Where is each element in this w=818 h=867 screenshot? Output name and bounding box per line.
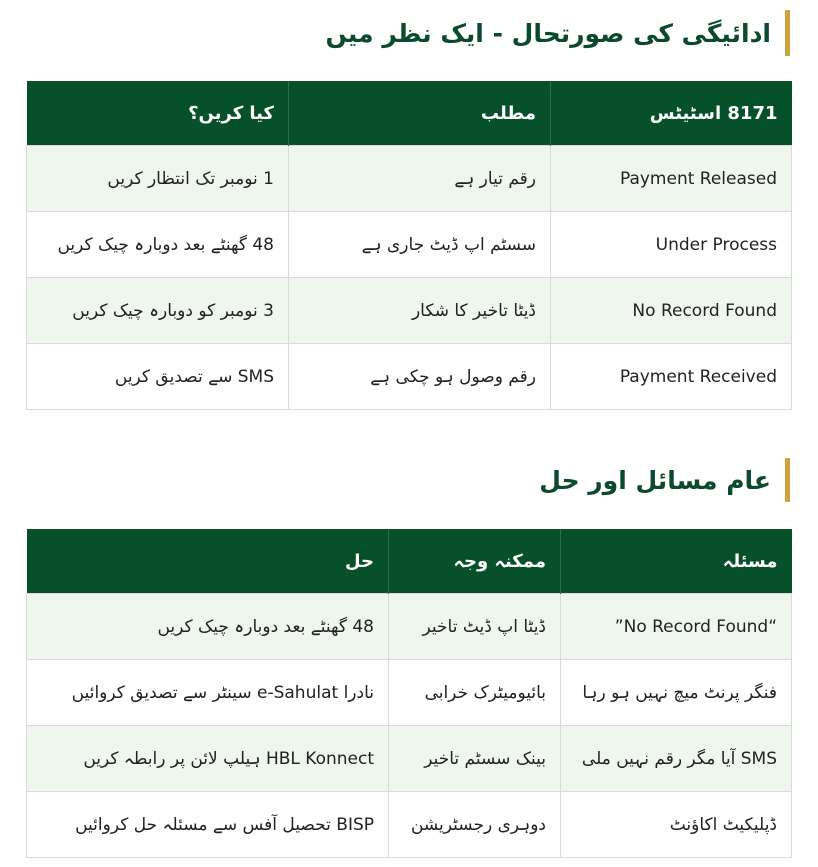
- table-row: [27, 594, 792, 660]
- cell-status: No Record Found: [551, 278, 792, 344]
- table-row: [27, 660, 792, 726]
- title-accent-bar: [785, 458, 790, 502]
- status-table: [26, 81, 792, 410]
- header-solution: حل: [27, 529, 389, 594]
- issues-section-title: [539, 458, 790, 502]
- header-action: کیا کریں؟: [27, 81, 289, 146]
- table-row: [27, 278, 792, 344]
- header-meaning: مطلب: [289, 81, 551, 146]
- table-header-row: [27, 529, 792, 594]
- cell-meaning: سسٹم اپ ڈیٹ جاری ہے: [289, 212, 551, 278]
- cell-solution: BISP تحصیل آفس سے مسئلہ حل کروائیں: [27, 792, 389, 858]
- cell-status: Payment Released: [551, 146, 792, 212]
- header-cause: ممکنہ وجہ: [389, 529, 561, 594]
- cell-solution: 48 گھنٹے بعد دوبارہ چیک کریں: [27, 594, 389, 660]
- cell-action: SMS سے تصدیق کریں: [27, 344, 289, 410]
- cell-meaning: رقم وصول ہو چکی ہے: [289, 344, 551, 410]
- status-section-title: [325, 10, 790, 56]
- issues-title-text: عام مسائل اور حل: [539, 465, 771, 495]
- cell-cause: بینک سسٹم تاخیر: [389, 726, 561, 792]
- cell-meaning: ڈیٹا تاخیر کا شکار: [289, 278, 551, 344]
- header-status: 8171 اسٹیٹس: [551, 81, 792, 146]
- cell-status: Under Process: [551, 212, 792, 278]
- table-row: [27, 344, 792, 410]
- cell-cause: بائیومیٹرک خرابی: [389, 660, 561, 726]
- cell-cause: دوہری رجسٹریشن: [389, 792, 561, 858]
- table-row: [27, 792, 792, 858]
- cell-solution: HBL Konnect ہیلپ لائن پر رابطہ کریں: [27, 726, 389, 792]
- cell-meaning: رقم تیار ہے: [289, 146, 551, 212]
- cell-cause: ڈیٹا اپ ڈیٹ تاخیر: [389, 594, 561, 660]
- table-row: [27, 212, 792, 278]
- cell-action: 3 نومبر کو دوبارہ چیک کریں: [27, 278, 289, 344]
- cell-action: 1 نومبر تک انتظار کریں: [27, 146, 289, 212]
- title-accent-bar: [785, 10, 790, 56]
- table-row: [27, 146, 792, 212]
- cell-solution: نادرا e-Sahulat سینٹر سے تصدیق کروائیں: [27, 660, 389, 726]
- cell-issue: ڈپلیکیٹ اکاؤنٹ: [561, 792, 792, 858]
- cell-issue: فنگر پرنٹ میچ نہیں ہو رہا: [561, 660, 792, 726]
- header-issue: مسئلہ: [561, 529, 792, 594]
- cell-status: Payment Received: [551, 344, 792, 410]
- cell-issue: SMS آیا مگر رقم نہیں ملی: [561, 726, 792, 792]
- status-title-text: ادائیگی کی صورتحال - ایک نظر میں: [325, 18, 771, 48]
- cell-action: 48 گھنٹے بعد دوبارہ چیک کریں: [27, 212, 289, 278]
- cell-issue: “No Record Found”: [561, 594, 792, 660]
- table-header-row: [27, 81, 792, 146]
- issues-table: [26, 529, 792, 858]
- table-row: [27, 726, 792, 792]
